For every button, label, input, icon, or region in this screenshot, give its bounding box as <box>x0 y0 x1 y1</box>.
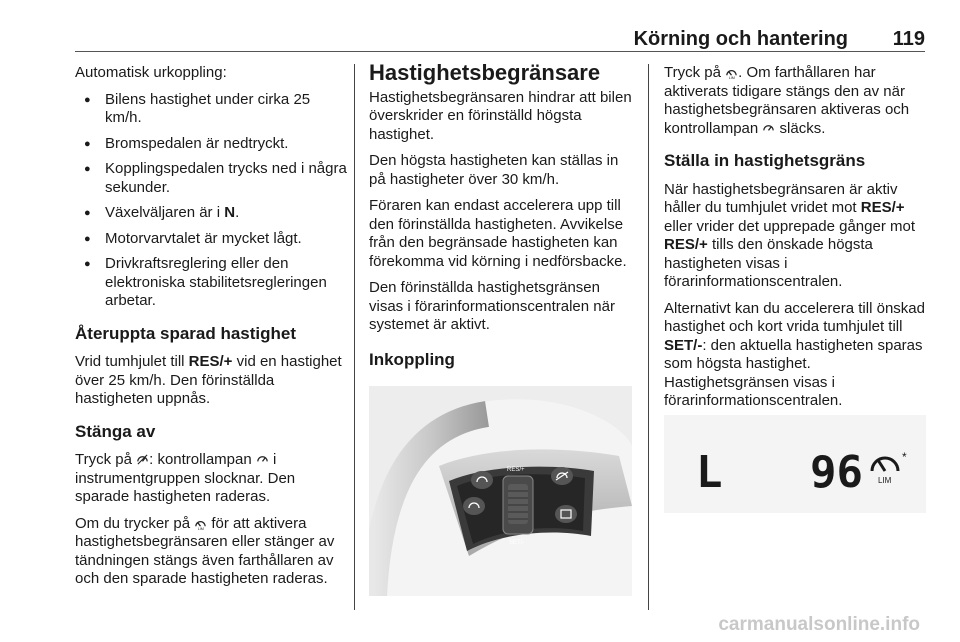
list-item: ● Bilens hastighet under cirka 25 km/h. <box>75 91 347 128</box>
lim-label: LIM <box>878 476 892 485</box>
cruise-control-icon <box>762 122 775 135</box>
set-limit-paragraph-2 <box>664 300 929 411</box>
heading-off: Stänga av <box>75 421 156 441</box>
auto-disengage-intro: Automatisk urkoppling: <box>75 64 227 81</box>
display-speed-value: 96 <box>810 447 863 498</box>
column-2 <box>369 60 634 379</box>
column-divider <box>354 64 355 610</box>
speed-limiter-icon <box>194 517 207 530</box>
text-run: Vrid tumhjulet till <box>75 353 189 370</box>
list-item-text: . <box>235 204 240 221</box>
off-paragraph-2 <box>75 515 347 589</box>
set-minus-label: SET/- <box>664 336 703 354</box>
res-plus-label: RES/+ <box>664 236 708 253</box>
text-run: i instrumentgruppen slocknar. Den sparade hastigheten raderas. <box>75 451 296 505</box>
cruise-button <box>471 471 493 489</box>
text-run: : kontrollampan <box>149 451 256 468</box>
heading-set-limit: Ställa in hastighetsgräns <box>664 151 866 170</box>
list-item: ● Drivkraftsreglering eller den elektroniska stabilitetsregleringen arbetar. <box>75 255 347 311</box>
text-run: tills den önskade högsta hastigheten visas i förarinformationscentralen. <box>664 236 873 290</box>
heading-activation: Inkoppling <box>369 349 455 369</box>
display-mode-char: L <box>696 447 723 498</box>
heading-speed-limiter: Hastighetsbegränsare <box>369 60 601 85</box>
speed-limiter-icon <box>872 450 907 471</box>
set-minus-label: SET/- <box>509 540 525 546</box>
list-item <box>75 204 347 223</box>
svg-text:*: * <box>902 450 907 464</box>
text-run: : den aktuella hastigheten sparas som högsta hastighet. Hastighetsgränsen visas i förarinformationscentralen. <box>664 336 923 409</box>
display-illustration <box>664 415 926 513</box>
column-1 <box>75 64 347 597</box>
text-run: eller vrider det upprepade gånger mot <box>664 217 915 235</box>
res-plus-label: RES/+ <box>188 353 233 370</box>
steering-wheel-illustration <box>369 386 632 596</box>
text-run: När hastighetsbegränsaren är aktiv håller du tumhjulet vridet mot <box>664 180 898 216</box>
limiter-paragraph-4: Den förinställda hastighetsgränsen visas i förarinformationscentralen när systemet är aktivt. <box>369 279 615 333</box>
cruise-control-icon <box>256 453 269 466</box>
gear-n-label: N <box>224 204 236 221</box>
resume-paragraph <box>75 353 347 409</box>
limiter-paragraph-1: Hastighetsbegränsaren hindrar att bilen överskrider en förinställd högsta hastighet. <box>369 88 632 143</box>
header-rule <box>75 51 925 52</box>
watermark: carmanualsonline.info <box>718 614 920 635</box>
set-limit-paragraph-1 <box>664 181 929 292</box>
text-run: vid en hastighet över 25 km/h. Den förinställda hastigheten uppnås. <box>75 353 342 407</box>
auto-disengage-list <box>75 91 347 311</box>
svg-text:LIM: LIM <box>197 526 205 530</box>
text-run: släcks. <box>775 119 826 137</box>
limiter-display-image <box>664 415 926 513</box>
text-run: Alternativt kan du accelerera till önskad hastighet och kort vrida tumhjulet till <box>664 299 925 335</box>
limiter-paragraph-2: Den högsta hastigheten kan ställas in på hastigheter över 30 km/h. <box>369 152 619 188</box>
limiter-paragraph-3: Föraren kan endast accelerera upp till den förinställda hastigheten. Avvikelse från den begränsade hastigheten kan förekomma vid körning i nedförsbacke. <box>369 197 627 270</box>
column-divider <box>648 64 649 610</box>
text-run: Om du trycker på <box>75 514 195 532</box>
limiter-button <box>463 497 485 515</box>
res-plus-label: RES/+ <box>860 199 905 216</box>
page-number: 119 <box>892 28 925 50</box>
list-item: ● Bromspedalen är nedtryckt. <box>75 135 347 154</box>
list-item: ● Kopplingspedalen trycks ned i några sekunder. <box>75 160 347 197</box>
text-run: Tryck på <box>664 64 726 81</box>
speed-limiter-icon <box>725 66 738 79</box>
activation-paragraph <box>664 64 929 138</box>
column-3 <box>664 64 929 419</box>
section-title: Körning och hantering <box>633 28 848 50</box>
list-item: ● Motorvarvtalet är mycket lågt. <box>75 230 347 249</box>
svg-text:LIM: LIM <box>728 76 736 79</box>
text-run: . Om farthållaren har aktiverats tidigare stängs den av när hastighetsbegränsaren aktiveras och kontrollampan <box>664 64 910 137</box>
cruise-control-icon <box>136 453 149 466</box>
steering-wheel-image <box>369 386 632 596</box>
text-run: för att aktivera hastighetsbegränsaren eller stänger av tändningen stängs även farthållaren av och den sparade hastigheten raderas. <box>75 514 335 587</box>
distance-button <box>555 505 577 523</box>
list-item-text: Växelväljaren är i <box>105 204 225 221</box>
text-run: Tryck på <box>75 451 137 468</box>
res-plus-label: RES/+ <box>507 467 525 473</box>
off-paragraph-1 <box>75 451 347 507</box>
heading-resume: Återuppta sparad hastighet <box>75 323 297 343</box>
